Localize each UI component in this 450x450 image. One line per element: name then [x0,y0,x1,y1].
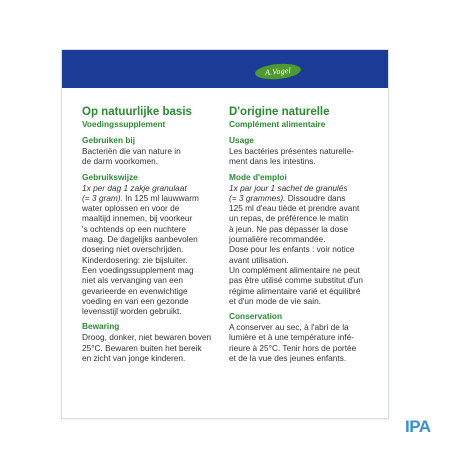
text-line [229,322,379,332]
line-text: (= 3 gram). [82,192,123,203]
right-section [229,311,379,363]
section-heading: Conservation [229,311,283,322]
text-line [229,353,379,363]
text-line [82,156,232,166]
line-text: Kinderdosering: zie bijsluiter. [82,254,188,265]
line-text: water oplossen en voor de [82,203,180,214]
line-text: un repas, de préférence le matin [229,213,349,224]
text-line [82,255,232,265]
ipa-watermark: IPA [405,417,431,436]
line-text: Een voedingssupplement mag [82,264,194,275]
text-line [82,146,232,156]
right-title: D'origine naturelle [229,106,330,118]
left-section [82,321,232,363]
right-section [229,135,379,167]
right-sections [229,135,379,363]
text-line [82,244,232,254]
right-section [229,172,379,307]
text-line [229,193,379,203]
line-text: lumière et à une température infé- [229,332,354,343]
line-text: rieure à 25°C. Tenir hors de portée [229,342,357,353]
text-line [229,203,379,213]
text-line [82,275,232,285]
line-text: A conserver au sec, à l'abri de la [229,322,349,333]
left-subtitle: Voedingssupplement [82,119,166,129]
text-line [229,332,379,342]
text-line [82,183,232,193]
text-line [229,244,379,254]
line-text: en zicht van jonge kinderen. [82,353,186,364]
line-text: avant utilisation. [229,254,289,265]
text-line [229,156,379,166]
line-text: gevarieerde en evenwichtige [82,285,188,296]
dutch-column [82,106,232,368]
line-text: 125 ml d'eau tiède et prendre avant [229,203,360,214]
text-line [229,255,379,265]
line-text: levensstijl worden gebruikt. [82,306,182,317]
line-text-rest: In 125 ml lauwwarm [122,192,199,203]
text-line [82,343,232,353]
text-line [229,224,379,234]
right-subtitle: Complément alimentaire [229,119,326,129]
text-line [229,146,379,156]
line-text: Les bactéries présentes naturelle- [229,146,354,156]
text-line [229,265,379,275]
text-line [229,286,379,296]
line-text: Un complément alimentaire ne peut [229,264,360,275]
line-text: voeding en van een gezonde [82,295,189,306]
text-line [229,296,379,306]
text-line [82,286,232,296]
line-text: maaltijd innemen, bij voorkeur [82,213,193,224]
left-sections [82,135,232,363]
text-line [229,343,379,353]
line-text: Dose pour les enfants : voir notice [229,244,355,255]
line-text: de darm voorkomen. [82,156,159,167]
text-line [229,275,379,285]
section-heading: Mode d'emploi [229,171,287,182]
line-text-rest: Dissoudre dans [285,192,346,203]
text-line [82,296,232,306]
left-section [82,135,232,167]
line-text: pas être utilisé comme substitut d'un [229,275,363,286]
section-heading: Usage [229,135,254,145]
text-line [82,265,232,275]
text-line [82,203,232,213]
line-text: 's ochtends op een nuchtere [82,223,186,234]
line-text: 1x per dag 1 zakje granulaat [82,182,187,193]
text-line [82,193,232,203]
logo-text: A.Vogel [264,65,292,78]
line-text: Bacteriën die van nature in [82,146,181,156]
product-label-panel [61,49,389,419]
line-text: Droog, donker, niet bewaren boven [82,332,212,343]
section-heading: Gebruiken bij [82,135,136,145]
left-section [82,172,232,317]
line-text: niet als vervanging van een [82,275,184,286]
line-text: maag. De dagelijks aanbevolen [82,234,198,245]
line-text: journalière recommandée. [229,234,326,245]
line-text: et de la vue des jeunes enfants. [229,353,347,364]
line-text: 1x par jour 1 sachet de granulés [229,182,348,193]
text-line [229,234,379,244]
text-line [82,224,232,234]
line-text: ment dans les intestins. [229,156,316,167]
text-line [82,213,232,223]
brand-header-bar [62,50,388,88]
line-text: dosering niet overschrijden. [82,244,184,255]
left-title: Op natuurlijke basis [82,106,192,118]
line-text: 25°C. Bewaren buiten het bereik [82,342,202,353]
text-line [229,213,379,223]
text-line [82,234,232,244]
line-text: régime alimentaire varié et équilibré [229,285,361,296]
text-line [82,332,232,342]
text-line [229,183,379,193]
line-text: (= 3 grammes). [229,192,286,203]
section-heading: Bewaring [82,321,120,332]
line-text: à jeun. Ne pas dépasser la dose [229,223,349,234]
line-text: et d'un mode de vie sain. [229,295,321,306]
french-column [229,106,379,368]
section-heading: Gebruikswijze [82,171,138,182]
text-line [82,306,232,316]
text-line [82,353,232,363]
